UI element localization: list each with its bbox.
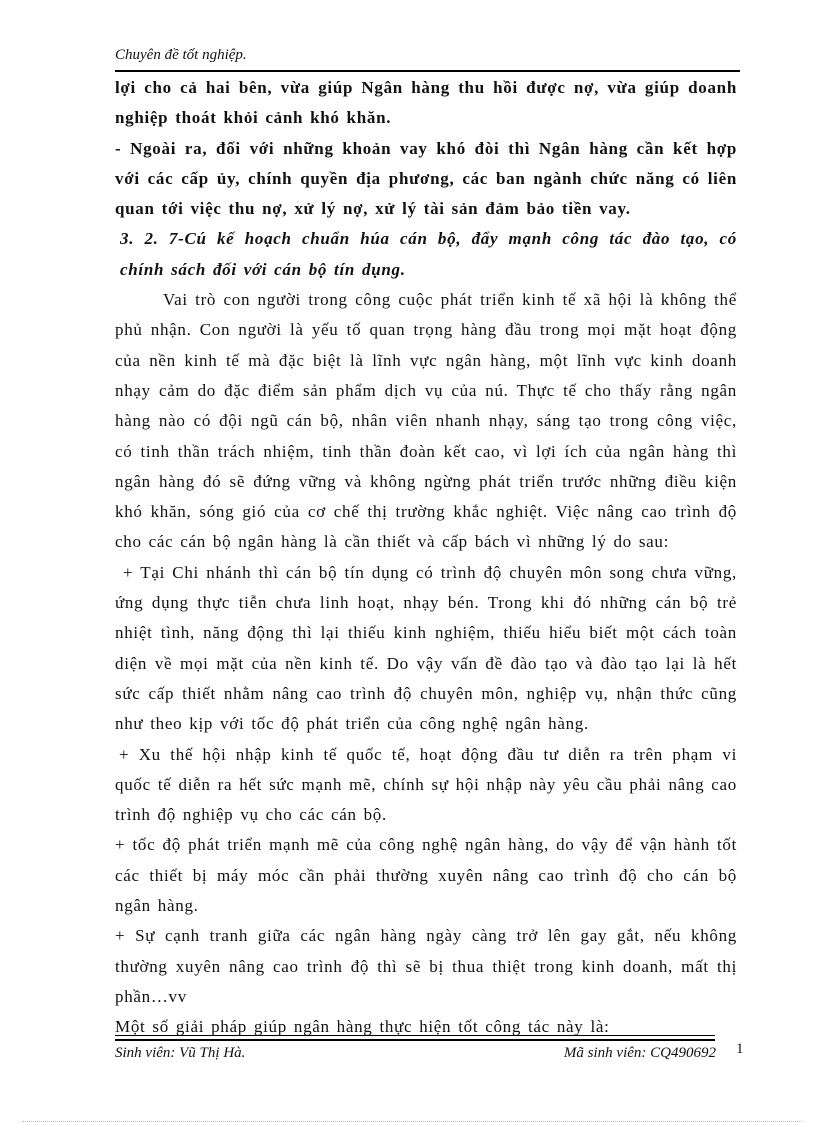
paragraph-reason-branch: + Tại Chi nhánh thì cán bộ tín dụng có trình độ chuyên môn song chưa vững, ứng dụng thực tiễn chưa linh hoạt, nhạy bén. Trong khi đó những cán bộ trẻ nhiệt tình, năng động thì lại thiếu kinh nghiệm, thiếu hiểu biết một cách toàn diện về mọi mặt của nền kinh tế. Do vậy vấn đề đào tạo và đào tạo lại là hết sức cấp thiết nhằm nâng cao trình độ chuyên môn, nghiệp vụ, nhận thức cũng như theo kịp với tốc độ phát triển của công nghệ ngân hàng. [115,562,737,734]
paragraph-reason-integration: + Xu thế hội nhập kinh tế quốc tế, hoạt động đầu tư diễn ra trên phạm vi quốc tế diễn ra hết sức mạnh mẽ, chính sự hội nhập này yêu cầu phải nâng cao trình độ nghiệp vụ cho các cán bộ. [115,744,737,825]
footer-rule-thin [115,1035,715,1036]
footer-student-id: Mã sinh viên: CQ490692 [563,1045,716,1061]
paragraph-human-role: Vai trò con người trong công cuộc phát triển kinh tế xã hội là không thể phủ nhận. Con người là yếu tố quan trọng hàng đầu trong mọi mặt hoạt động của nền kinh tế mà đặc biệt là lĩnh vực ngân hàng, một lĩnh vực kinh doanh nhạy cảm do đặc điểm sản phẩm dịch vụ của nú. Thực tế cho thấy rằng ngân hàng nào có đội ngũ cán bộ, nhân viên nhanh nhạy, sáng tạo trong công việc, có tinh thần trách nhiệm, tinh thần đoàn kết cao, vì lợi ích của ngân hàng thì ngân hàng đó sẽ đứng vững và không ngừng phát triển trước những điều kiện khó khăn, sóng gió của cơ chế thị trường khắc nghiệt. Việc nâng cao trình độ cho các cán bộ ngân hàng là cần thiết và cấp bách vì những lý do sau: [115,290,737,552]
page-header-title: Chuyên đề tốt nghiệp. [115,47,247,63]
paragraph-solutions-intro: Một số giải pháp giúp ngân hàng thực hiện tốt công tác này là: [115,1017,610,1037]
header-rule [115,70,740,72]
page-number: 1 [736,1041,744,1057]
paragraph-continuation: lợi cho cả hai bên, vừa giúp Ngân hàng thu hồi được nợ, vừa giúp doanh nghiệp thoát khỏi cảnh khó khăn. [115,78,737,128]
paragraph-reason-technology: + tốc độ phát triển mạnh mẽ của công nghệ ngân hàng, do vậy để vận hành tốt các thiết bị máy móc cần phải thường xuyên nâng cao trình độ cho cán bộ ngân hàng. [115,835,737,916]
footer-rule-thick [115,1039,715,1041]
page-edge-dotted-line [22,1121,802,1122]
paragraph-bad-debt: - Ngoài ra, đối với những khoản vay khó đòi thì Ngân hàng cần kết hợp với các cấp ủy, chính quyền địa phương, các ban ngành chức năng có liên quan tới việc thu nợ, xử lý nợ, xử lý tài sản đảm bảo tiền vay. [115,138,737,219]
paragraph-reason-competition: + Sự cạnh tranh giữa các ngân hàng ngày càng trở lên gay gắt, nếu không thường xuyên nâng cao trình độ thì sẽ bị thua thiệt trong kinh doanh, mất thị phần…vv [115,926,737,1006]
section-heading: 3. 2. 7-Cú kế hoạch chuẩn húa cán bộ, đẩy mạnh công tác đào tạo, có chính sách đối với cán bộ tín dụng. [120,229,737,279]
page-body [115,73,737,1043]
footer-student-name: Sinh viên: Vũ Thị Hà. [115,1045,246,1061]
